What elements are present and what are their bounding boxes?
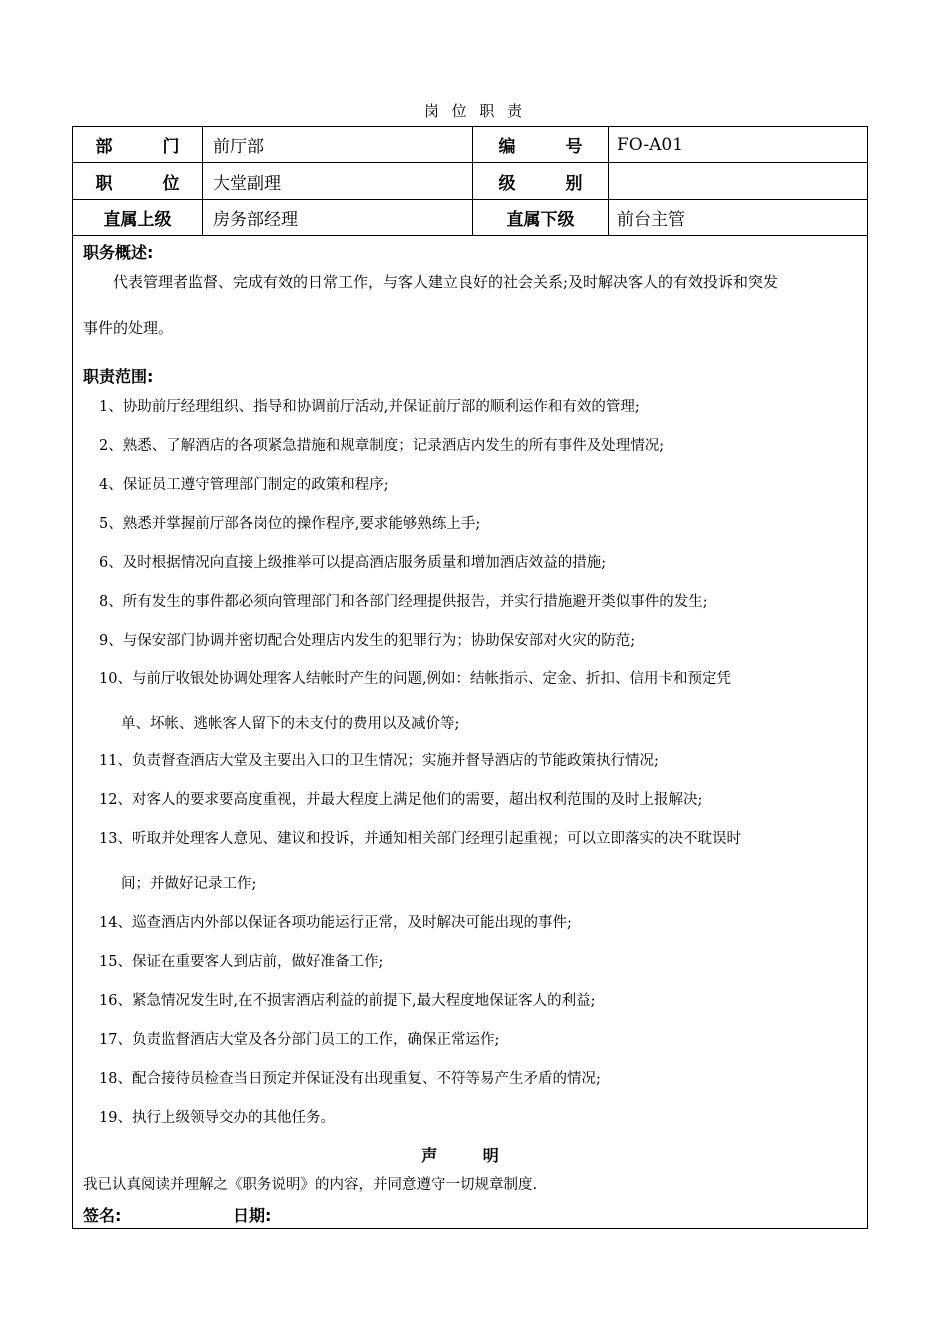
supervisor-value: 房务部经理 [203, 200, 473, 235]
list-item-continuation: 间；并做好记录工作; [121, 876, 257, 892]
list-item: 14、巡查酒店内外部以保证各项功能运行正常，及时解决可能出现的事件; [99, 915, 572, 931]
position-label: 职 位 [73, 163, 203, 199]
list-item: 19、执行上级领导交办的其他任务。 [99, 1110, 335, 1126]
list-item: 15、保证在重要客人到店前，做好准备工作; [99, 954, 384, 970]
code-value: FO-A01 [617, 134, 684, 155]
responsibilities-heading: 职责范围: [83, 367, 154, 386]
list-item: 2、熟悉、了解酒店的各项紧急措施和规章制度；记录酒店内发生的所有事件及处理情况; [99, 438, 665, 454]
list-item: 8、所有发生的事件都必须向管理部门和各部门经理提供报告，并实行措施避开类似事件的发生; [99, 594, 708, 610]
job-description-form [72, 126, 868, 1229]
list-item-continuation: 单、坏帐、逃帐客人留下的未支付的费用以及减价等; [121, 716, 460, 732]
list-item: 13、听取并处理客人意见、建议和投诉，并通知相关部门经理引起重视；可以立即落实的决不耽误时 [99, 831, 741, 847]
list-item: 1、协助前厅经理组织、指导和协调前厅活动,并保证前厅部的顺利运作和有效的管理; [99, 399, 640, 415]
header-row-department [73, 127, 867, 163]
header-row-position [73, 163, 867, 200]
date-label: 日期: [233, 1206, 272, 1225]
grade-label: 级 别 [473, 163, 609, 199]
declaration-heading: 声 明 [421, 1146, 519, 1165]
code-label: 编 号 [473, 127, 609, 162]
list-item: 17、负责监督酒店大堂及各分部门员工的工作，确保正常运作; [99, 1032, 500, 1048]
department-value: 前厅部 [203, 127, 473, 162]
list-item: 18、配合接待员检查当日预定并保证没有出现重复、不符等易产生矛盾的情况; [99, 1071, 601, 1087]
list-item: 4、保证员工遵守管理部门制定的政策和程序; [99, 477, 389, 493]
subordinate-value: 前台主管 [617, 210, 685, 230]
overview-heading: 职务概述: [83, 243, 154, 262]
overview-line-2: 事件的处理。 [83, 319, 174, 337]
list-item: 12、对客人的要求要高度重视，并最大程度上满足他们的需要，超出权利范围的及时上报解决; [99, 792, 703, 808]
list-item: 10、与前厅收银处协调处理客人结帐时产生的问题,例如：结帐指示、定金、折扣、信用卡和预定凭 [99, 671, 732, 687]
list-item: 6、及时根据情况向直接上级推举可以提高酒店服务质量和增加酒店效益的措施; [99, 555, 607, 571]
grade-value [609, 163, 867, 199]
position-value: 大堂副理 [203, 163, 473, 199]
list-item: 11、负责督查酒店大堂及主要出入口的卫生情况；实施并督导酒店的节能政策执行情况; [99, 753, 659, 769]
declaration-text: 我已认真阅读并理解之《职务说明》的内容，并同意遵守一切规章制度. [83, 1177, 538, 1193]
supervisor-label: 直属上级 [73, 200, 203, 235]
signature-label: 签名: [83, 1206, 122, 1225]
list-item: 9、与保安部门协调并密切配合处理店内发生的犯罪行为；协助保安部对火灾的防范; [99, 633, 636, 649]
document-title: 岗 位 职 责 [423, 102, 527, 120]
list-item: 5、熟悉并掌握前厅部各岗位的操作程序,要求能够熟练上手; [99, 516, 481, 532]
header-row-reporting [73, 200, 867, 236]
subordinate-label: 直属下级 [473, 200, 609, 235]
department-label: 部 门 [73, 127, 203, 162]
overview-line-1: 代表管理者监督、完成有效的日常工作，与客人建立良好的社会关系;及时解决客人的有效投诉和突发 [113, 273, 779, 291]
list-item: 16、紧急情况发生时,在不损害酒店利益的前提下,最大程度地保证客人的利益; [99, 993, 596, 1009]
